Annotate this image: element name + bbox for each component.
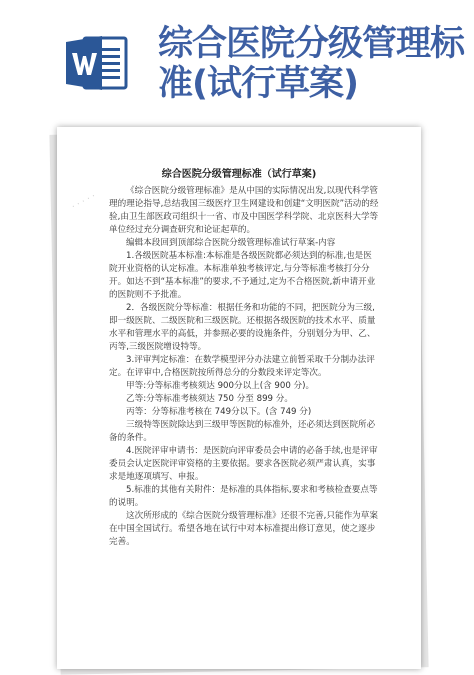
watermark: · · · · ·: [70, 191, 98, 213]
paragraph: 2．各级医院分等标准：根据任务和功能的不同，把医院分为三级,即一级医院、二级医院和三级医院。还根据各级医院的技术水平、质量水平和管理水平的高低，并参照必要的设施条件，分别划分为甲、乙、丙等,三级医院增设特等。: [109, 303, 376, 352]
document-page: [57, 127, 421, 669]
paragraph: 甲等:分等标准考核须达 900分以上(含 900 分)。: [126, 381, 315, 391]
paragraph: 《综合医院分级管理标准》是从中国的实际情况出发,以现代科学管理的理论指导,总结我国三级医疗卫生网建设和创建“文明医院”活动的经验,由卫生部医政司组织十一省、市及中国医学科学院、北京医科大学等单位经过充分调查研究和论证起草的。: [109, 186, 379, 235]
paragraph: 5.标准的其他有关附件：是标准的具体指标,要求和考核检查要点等的说明。: [109, 485, 378, 508]
paragraph: 乙等:分等标准考核须达 750 分至 899 分。: [126, 394, 293, 404]
paragraph: 丙等：分等标准考核在 749分以下。(含 749 分): [126, 407, 312, 417]
hero-banner: [0, 0, 474, 115]
document-body: [109, 185, 379, 549]
paragraph: 编辑本段回到顶部综合医院分级管理标准试行草案-内容: [126, 238, 336, 248]
paragraph: 这次所形成的《综合医院分级管理标准》还很不完善,只能作为草案在中国全国试行。希望各地在试行中对本标准提出修订意见，使之逐步完善。: [109, 511, 378, 547]
paragraph: 4.医院评审申请书：是医院向评审委员会申请的必备手续,也是评审委员会认定医院评审资格的主要依据。要求各医院必须严肃认真，实事求是地逐项填写、申报。: [109, 446, 378, 482]
document-title: 综合医院分级管理标准（试行草案): [161, 169, 317, 180]
paragraph: 3.评审判定标准：在数学模型评分办法建立前暂采取千分制办法评定。在评审中,合格医院按所得总分的分数段来评定等次。: [109, 355, 375, 378]
word-document-icon: [66, 34, 128, 92]
paragraph: 三级特等医院除达到三级甲等医院的标准外，还必须达到医院所必备的条件。: [109, 420, 376, 443]
hero-title: 综合医院分级管理标准(试行草案): [158, 24, 465, 104]
paragraph: 1.各级医院基本标准:本标准是各级医院都必须达到的标准,也是医院开业资格的认定标准。本标准单独考核评定,与分等标准考核打分分开。如达不到“基本标准”的要求,不予通过,定为不合格医院,新申请开业的医院则不予批准。: [109, 251, 376, 300]
